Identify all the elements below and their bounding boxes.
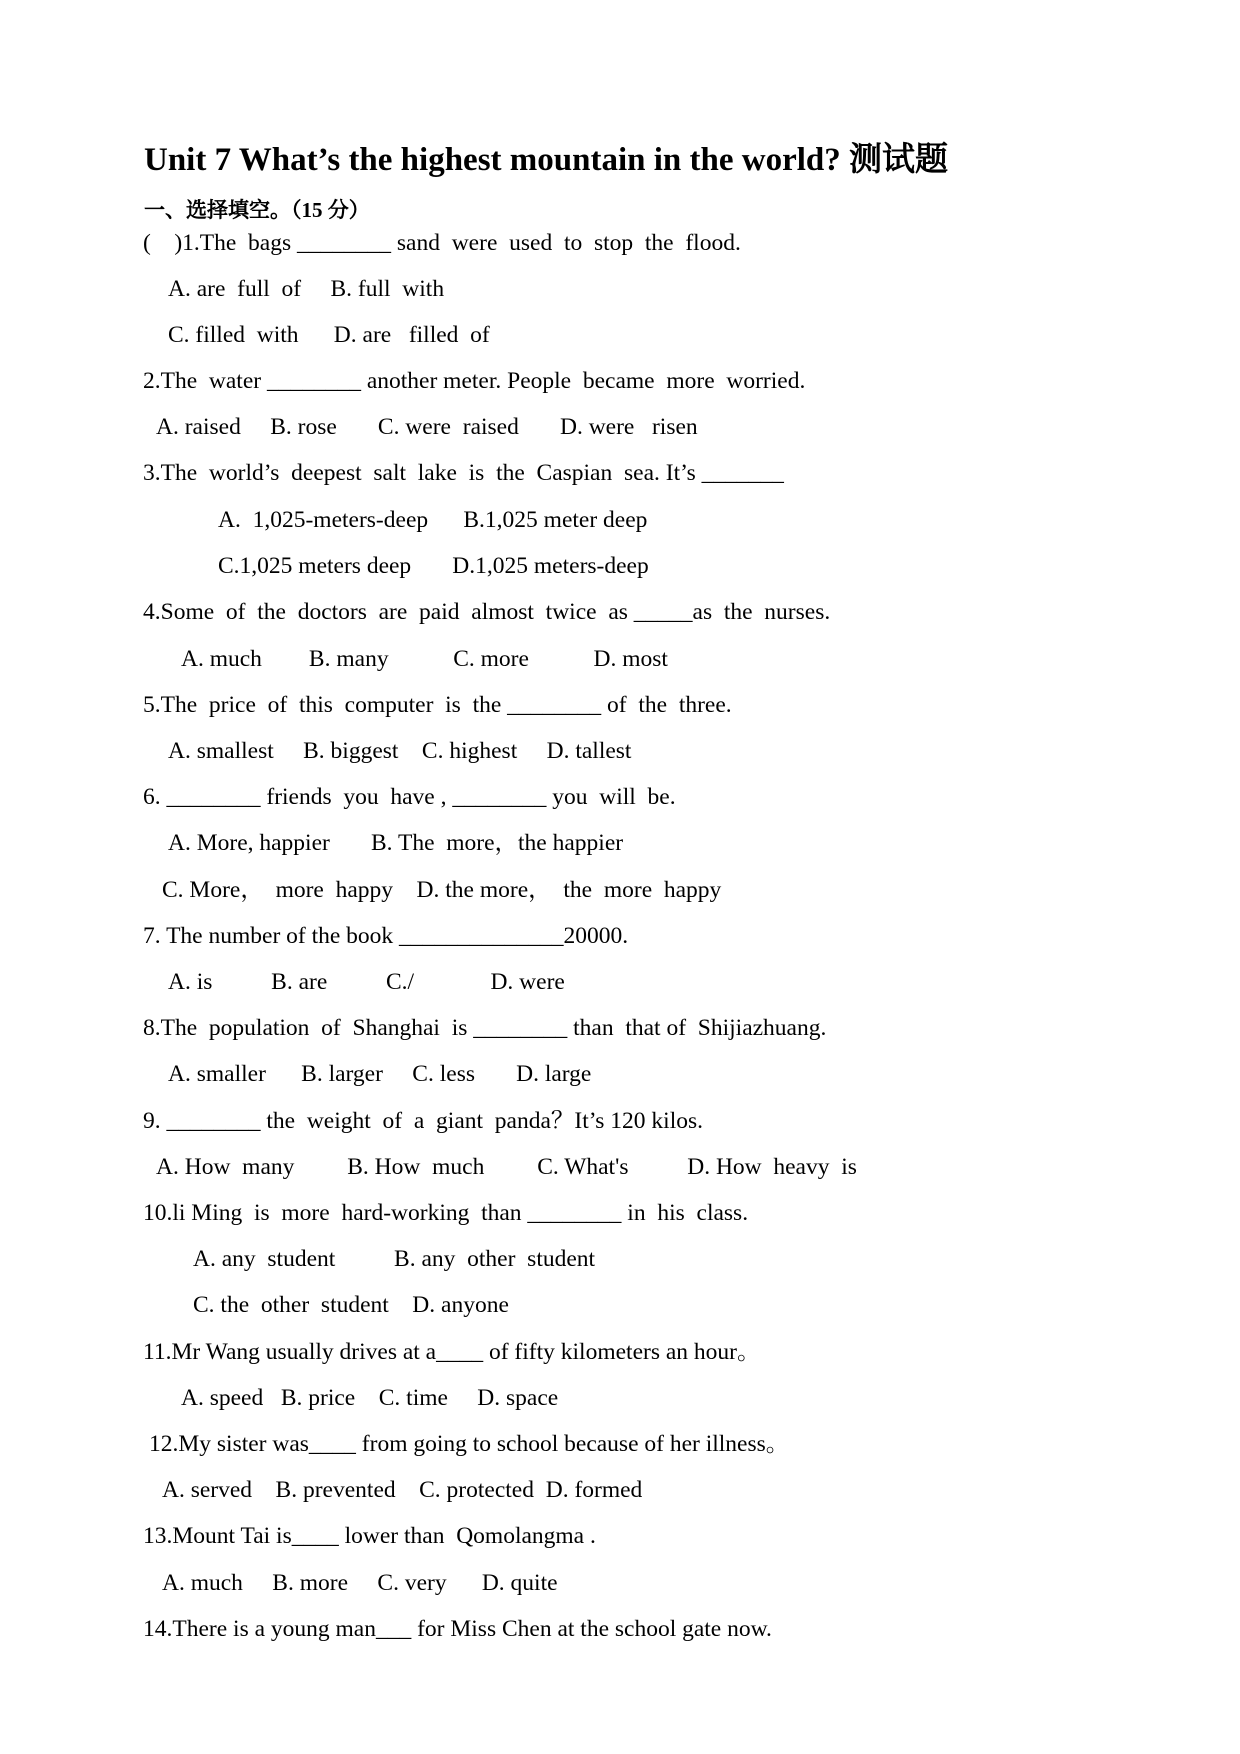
section-heading: 一、选择填空。（15 分） [144,198,370,222]
question-line: 7. The number of the book ______________20000. [143,923,629,949]
question-line: 3.The world’s deepest salt lake is the Caspian sea. It’s _______ [143,460,784,486]
options-line: A. speed B. price C. time D. space [181,1385,559,1411]
options-line: A. 1,025-meters-deep B.1,025 meter deep [218,507,648,533]
question-line: ( )1.The bags ________ sand were used to stop the flood. [143,230,741,256]
options-line: A. much B. more C. very D. quite [162,1570,558,1596]
question-line: 2.The water ________ another meter. People became more worried. [143,368,806,394]
question-line: 6. ________ friends you have , ________ you will be. [143,784,676,810]
question-line: 9. ________ the weight of a giant panda？It’s 120 kilos. [143,1108,704,1134]
question-line: 14.There is a young man___ for Miss Chen at the school gate now. [143,1616,772,1642]
document-title: Unit 7 What’s the highest mountain in the world? 测试题 [144,142,949,178]
options-line: A. are full of B. full with [168,276,445,302]
question-line: 8.The population of Shanghai is ________ than that of Shijiazhuang. [143,1015,827,1041]
question-line: 5.The price of this computer is the ________ of the three. [143,692,732,718]
options-line: A. How many B. How much C. What's D. How heavy is [156,1154,857,1180]
options-line: A. More, happier B. The more，the happier [168,830,624,856]
question-line: 4.Some of the doctors are paid almost twice as _____as the nurses. [143,599,831,625]
question-line: 10.li Ming is more hard-working than ________ in his class. [143,1200,749,1226]
options-line: C.1,025 meters deep D.1,025 meters-deep [218,553,649,579]
options-line: A. any student B. any other student [193,1246,596,1272]
options-line: A. raised B. rose C. were raised D. were risen [156,414,698,440]
options-line: A. served B. prevented C. protected D. formed [162,1477,643,1503]
options-line: A. smallest B. biggest C. highest D. tallest [168,738,632,764]
options-line: C. the other student D. anyone [193,1292,509,1318]
question-line: 12.My sister was____ from going to school because of her illness。 [149,1431,790,1457]
options-line: A. smaller B. larger C. less D. large [168,1061,592,1087]
options-line: C. More， more happy D. the more， the more happy [162,877,722,903]
options-line: A. much B. many C. more D. most [181,646,668,672]
options-line: A. is B. are C./ D. were [168,969,565,995]
options-line: C. filled with D. are filled of [168,322,490,348]
question-line: 11.Mr Wang usually drives at a____ of fifty kilometers an hour。 [143,1339,761,1365]
question-line: 13.Mount Tai is____ lower than Qomolangma . [143,1523,596,1549]
